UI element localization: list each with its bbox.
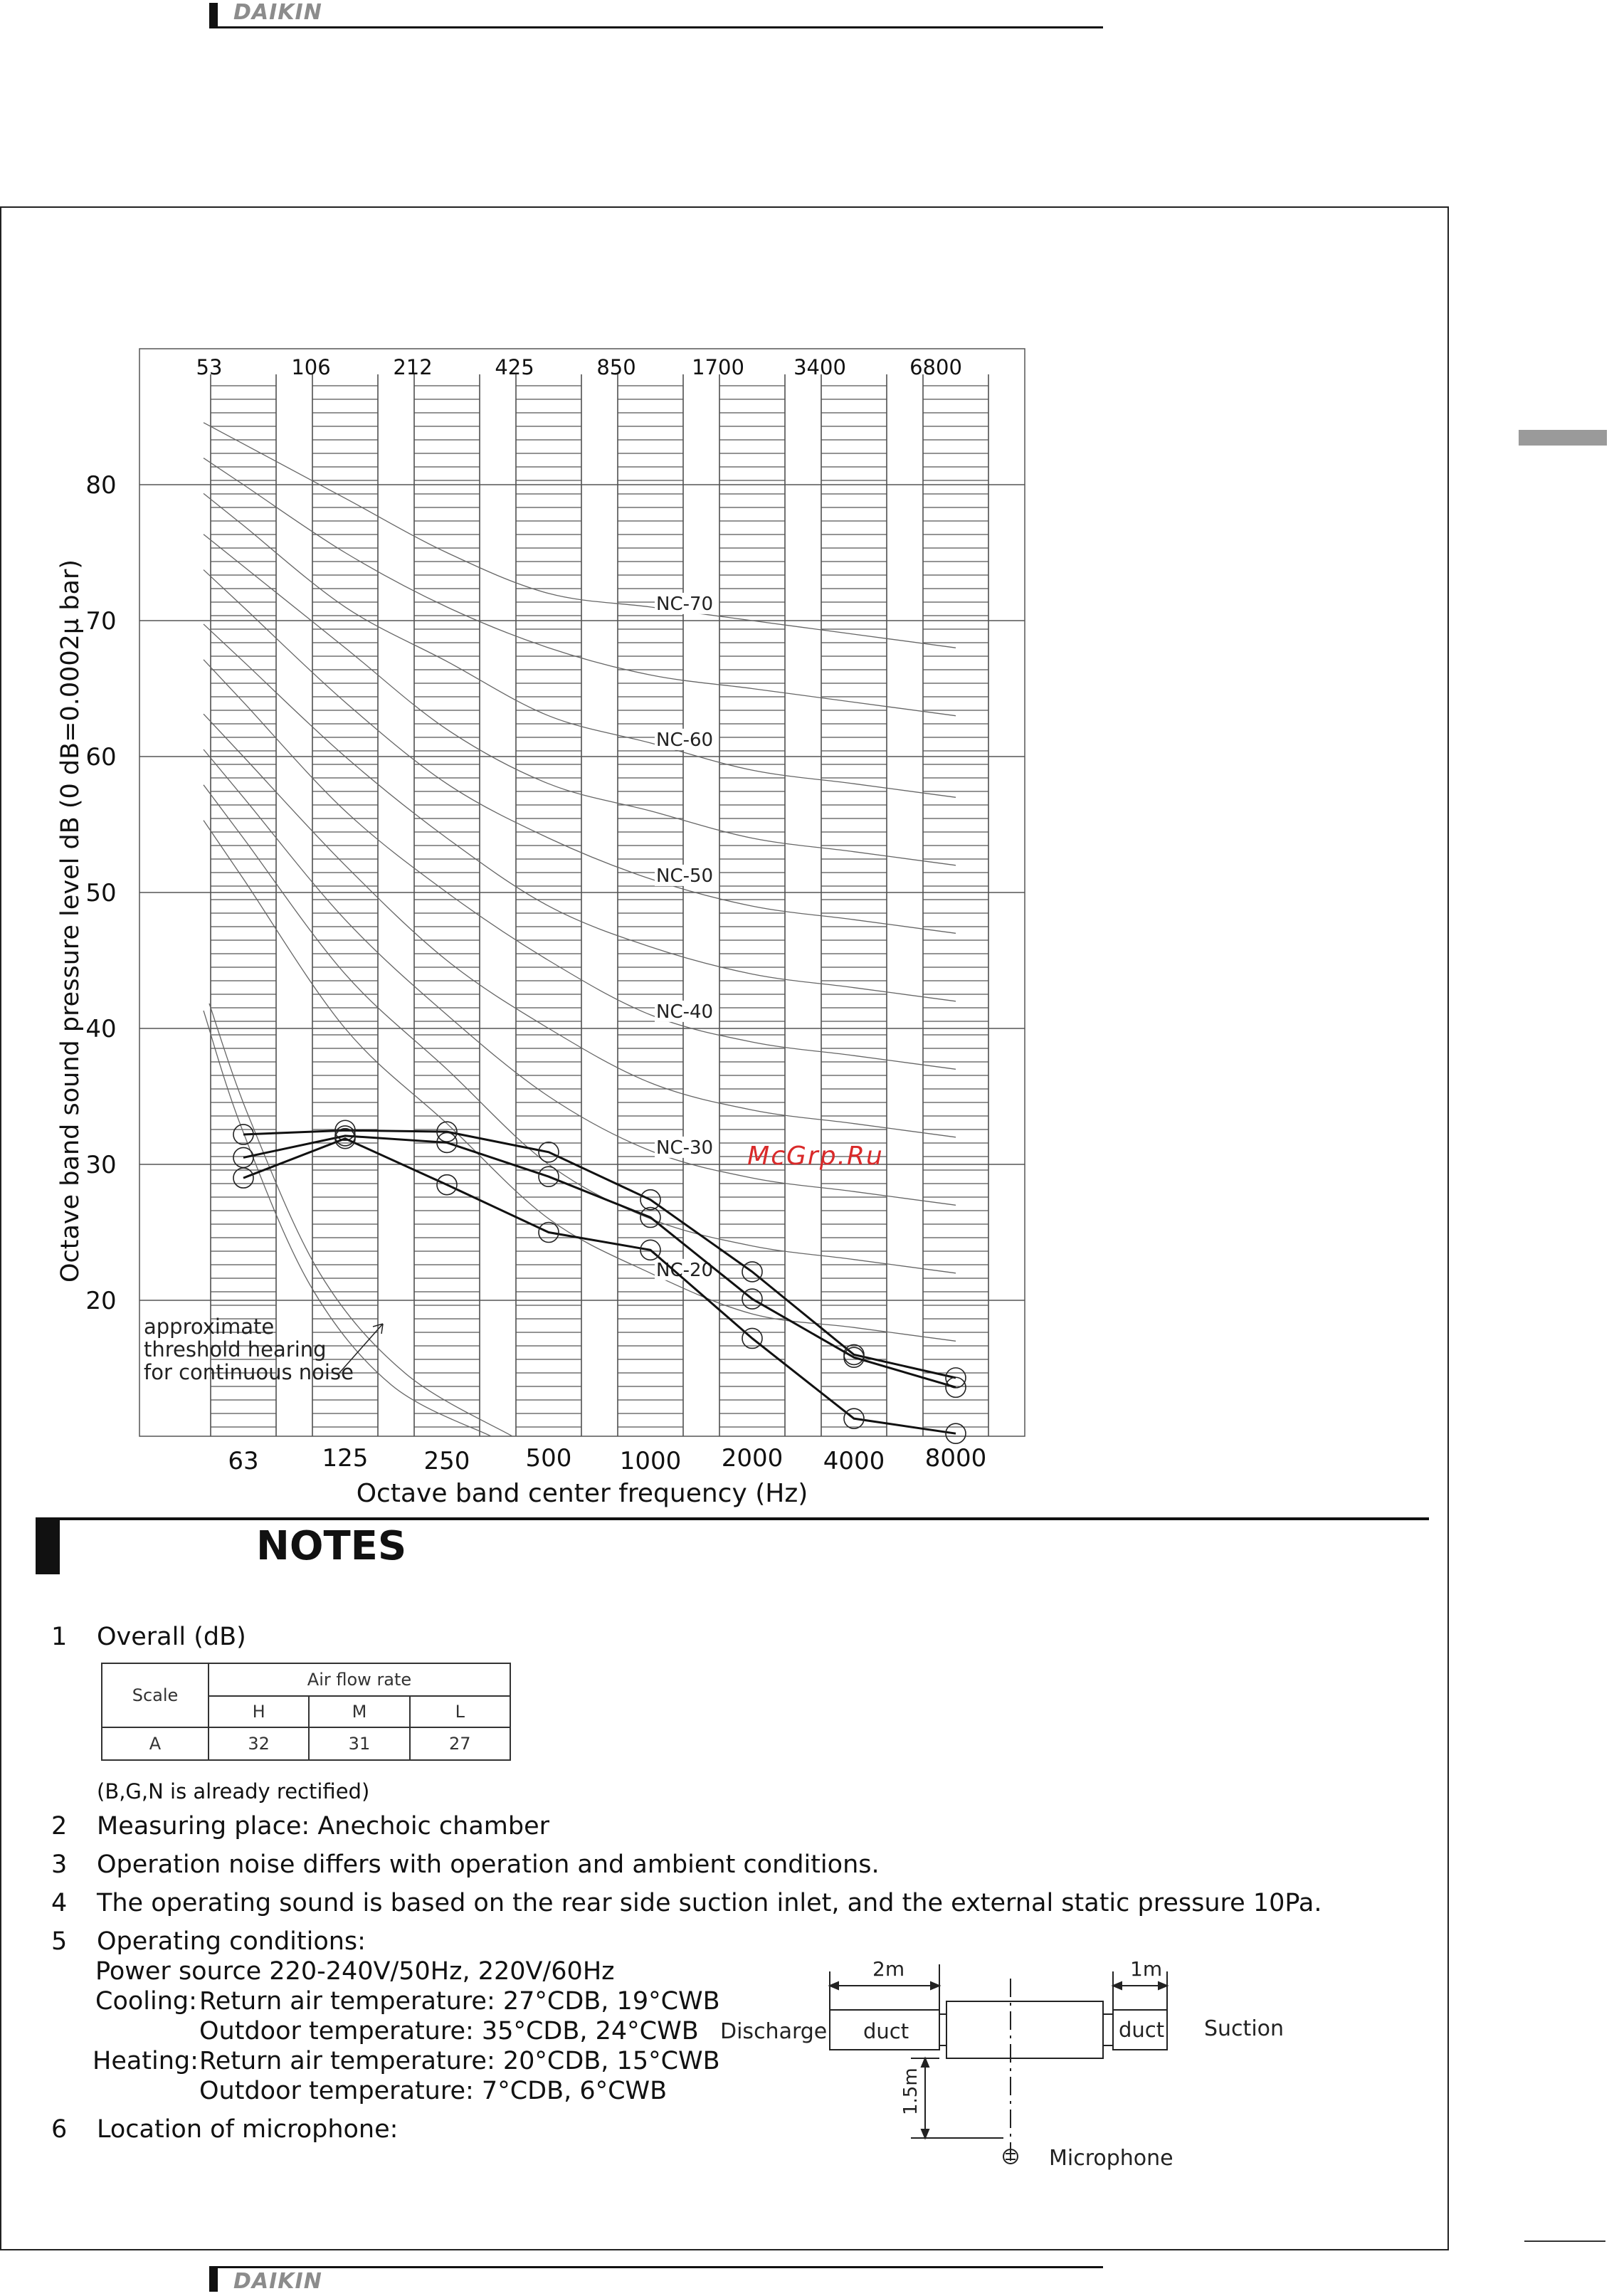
y-tick-label: 80 xyxy=(85,471,117,500)
header-rule xyxy=(209,26,1103,28)
dim-arrow xyxy=(1113,1982,1122,1989)
suction-label: Suction xyxy=(1204,2016,1285,2041)
nc-curve-label: NC-50 xyxy=(656,865,714,887)
nc-curve xyxy=(204,785,956,1273)
threshold-pointer xyxy=(339,1324,383,1374)
overall-db-table xyxy=(101,1663,511,1761)
dim-right-label: 1m xyxy=(1130,1957,1163,1981)
microphone-label: Microphone xyxy=(1049,2146,1173,2171)
x-tick-label: 1000 xyxy=(619,1447,682,1475)
footer-rule xyxy=(209,2266,1103,2268)
note-item-4 xyxy=(51,1889,1322,1917)
band-edge-label: 53 xyxy=(196,355,223,379)
nc-curves xyxy=(204,423,956,1342)
table-col-h: H xyxy=(209,1696,309,1727)
dim-arrow xyxy=(830,1982,838,1989)
x-tick-label: 2000 xyxy=(721,1444,784,1473)
x-axis-title: Octave band center frequency (Hz) xyxy=(356,1479,808,1508)
band-column-rungs xyxy=(414,386,480,1427)
microphone-location-diagram xyxy=(705,1950,1302,2178)
table-value-l: 27 xyxy=(410,1727,510,1760)
note-number: 3 xyxy=(51,1850,68,1879)
cond-heating-label: Heating: xyxy=(93,2047,199,2075)
watermark-text: McGrp.Ru xyxy=(747,1142,884,1171)
duct-right-label: duct xyxy=(1119,2018,1165,2042)
daikin-logo: DAIKIN xyxy=(233,2269,322,2294)
band-edge-label: 3400 xyxy=(793,355,846,379)
nc-curve xyxy=(204,749,956,1205)
x-tick-label: 4000 xyxy=(823,1447,885,1475)
discharge-label: Discharge xyxy=(720,2019,828,2044)
rectified-note: (B,G,N is already rectified) xyxy=(97,1779,370,1803)
y-tick-label: 50 xyxy=(85,879,117,907)
notes-title: NOTES xyxy=(256,1523,407,1569)
band-edge-label: 6800 xyxy=(909,355,962,379)
nc-curve-label: NC-40 xyxy=(656,1001,714,1023)
note-number: 5 xyxy=(51,1927,68,1956)
note-number: 6 xyxy=(51,2115,68,2144)
y-tick-label: 60 xyxy=(85,743,117,772)
notes-heading-block xyxy=(36,1517,60,1574)
cond-heating-return: Return air temperature: 20°CDB, 15°CWB xyxy=(199,2047,720,2075)
header-brand xyxy=(209,0,1103,28)
note-text: Measuring place: Anechoic chamber xyxy=(97,1812,550,1841)
dim-height-label: 1.5m xyxy=(900,2068,922,2115)
band-column-rungs xyxy=(821,386,887,1427)
note-text: Operating conditions: xyxy=(97,1927,366,1956)
band-edge-label: 212 xyxy=(393,355,433,379)
x-tick-label: 8000 xyxy=(924,1444,987,1473)
note-text: The operating sound is based on the rear side suction inlet, and the external static pressure 10Pa. xyxy=(97,1889,1322,1917)
note-item-3 xyxy=(51,1850,880,1879)
note-number: 2 xyxy=(51,1812,68,1841)
table-col-m: M xyxy=(309,1696,409,1727)
x-tick-label: 125 xyxy=(322,1444,369,1473)
unit-body xyxy=(946,2001,1103,2058)
nc-curve xyxy=(204,821,956,1342)
note-number: 1 xyxy=(51,1623,68,1651)
cond-cooling-outdoor: Outdoor temperature: 35°CDB, 24°CWB xyxy=(199,2017,699,2045)
threshold-label: approximate xyxy=(144,1315,275,1339)
notes-heading-rule xyxy=(60,1517,1429,1520)
daikin-logo: DAIKIN xyxy=(233,0,322,25)
band-edge-label: 425 xyxy=(495,355,534,379)
octave-band-columns xyxy=(211,374,988,1436)
discharge-flange xyxy=(939,2014,946,2045)
note-item-5 xyxy=(51,1927,366,1956)
series-line xyxy=(243,1139,956,1433)
cond-cooling-label: Cooling: xyxy=(95,1987,197,2016)
dim-arrow xyxy=(922,2129,929,2138)
x-tick-label: 63 xyxy=(228,1447,259,1475)
nc-chart xyxy=(36,335,1032,1516)
cond-power: Power source 220-240V/50Hz, 220V/60Hz xyxy=(95,1957,615,1986)
dim-arrow xyxy=(922,2058,929,2067)
y-axis-title: Octave band sound pressure level dB (0 dB=0.0002µ bar) xyxy=(56,559,85,1283)
table-airflow-header: Air flow rate xyxy=(209,1663,510,1696)
band-column-rungs xyxy=(312,386,378,1427)
table-value-m: 31 xyxy=(309,1727,409,1760)
threshold-label: threshold hearing xyxy=(144,1337,327,1362)
dim-arrow xyxy=(931,1982,939,1989)
suction-flange xyxy=(1103,2014,1113,2045)
x-tick-label: 250 xyxy=(423,1447,470,1475)
threshold-label: for continuous noise xyxy=(144,1360,354,1384)
y-tick-label: 20 xyxy=(85,1287,117,1315)
table-col-l: L xyxy=(410,1696,510,1727)
nc-curve xyxy=(204,458,956,716)
chart-gridlines xyxy=(139,349,1025,1436)
y-tick-label: 70 xyxy=(85,607,117,636)
nc-curve-label: NC-20 xyxy=(656,1259,714,1281)
dim-left-label: 2m xyxy=(872,1957,905,1981)
brand-bar xyxy=(209,2268,218,2292)
nc-curve xyxy=(204,493,956,797)
note-number: 4 xyxy=(51,1889,68,1917)
band-edge-label: 850 xyxy=(596,355,636,379)
nc-curve xyxy=(204,624,956,1001)
notes-heading-bar xyxy=(36,1517,1429,1576)
note-item-6 xyxy=(51,2115,398,2144)
cond-heating-outdoor: Outdoor temperature: 7°CDB, 6°CWB xyxy=(199,2077,668,2105)
x-tick-label: 500 xyxy=(525,1444,572,1473)
band-column-rungs xyxy=(923,386,988,1427)
y-tick-label: 40 xyxy=(85,1015,117,1043)
nc-curve-label: NC-60 xyxy=(656,729,714,751)
nc-curve xyxy=(204,714,956,1137)
duct-left-label: duct xyxy=(863,2019,909,2043)
cond-cooling-return: Return air temperature: 27°CDB, 19°CWB xyxy=(199,1987,720,2016)
footer-brand xyxy=(209,2266,1103,2295)
section-tab-marker xyxy=(1519,430,1607,446)
nc-curve xyxy=(204,423,956,648)
band-column-rungs xyxy=(211,386,276,1427)
page-corner-rule xyxy=(1524,2240,1605,2242)
y-tick-label: 30 xyxy=(85,1151,117,1179)
nc-curve-label: NC-30 xyxy=(656,1137,714,1159)
table-row-label: A xyxy=(102,1727,209,1760)
band-edge-label: 106 xyxy=(291,355,331,379)
note-text: Location of microphone: xyxy=(97,2115,399,2144)
note-item-2 xyxy=(51,1812,549,1841)
nc-curve-label: NC-70 xyxy=(656,593,714,615)
note-item-1 xyxy=(51,1623,246,1651)
brand-bar xyxy=(209,3,218,27)
threshold-curve xyxy=(144,1004,512,1436)
table-value-h: 32 xyxy=(209,1727,309,1760)
note-text: Overall (dB) xyxy=(97,1623,246,1651)
table-scale-header: Scale xyxy=(102,1663,209,1727)
note-text: Operation noise differs with operation and ambient conditions. xyxy=(97,1850,880,1879)
nc-curve xyxy=(204,534,956,865)
dim-arrow xyxy=(1159,1982,1167,1989)
band-edge-label: 1700 xyxy=(692,355,744,379)
